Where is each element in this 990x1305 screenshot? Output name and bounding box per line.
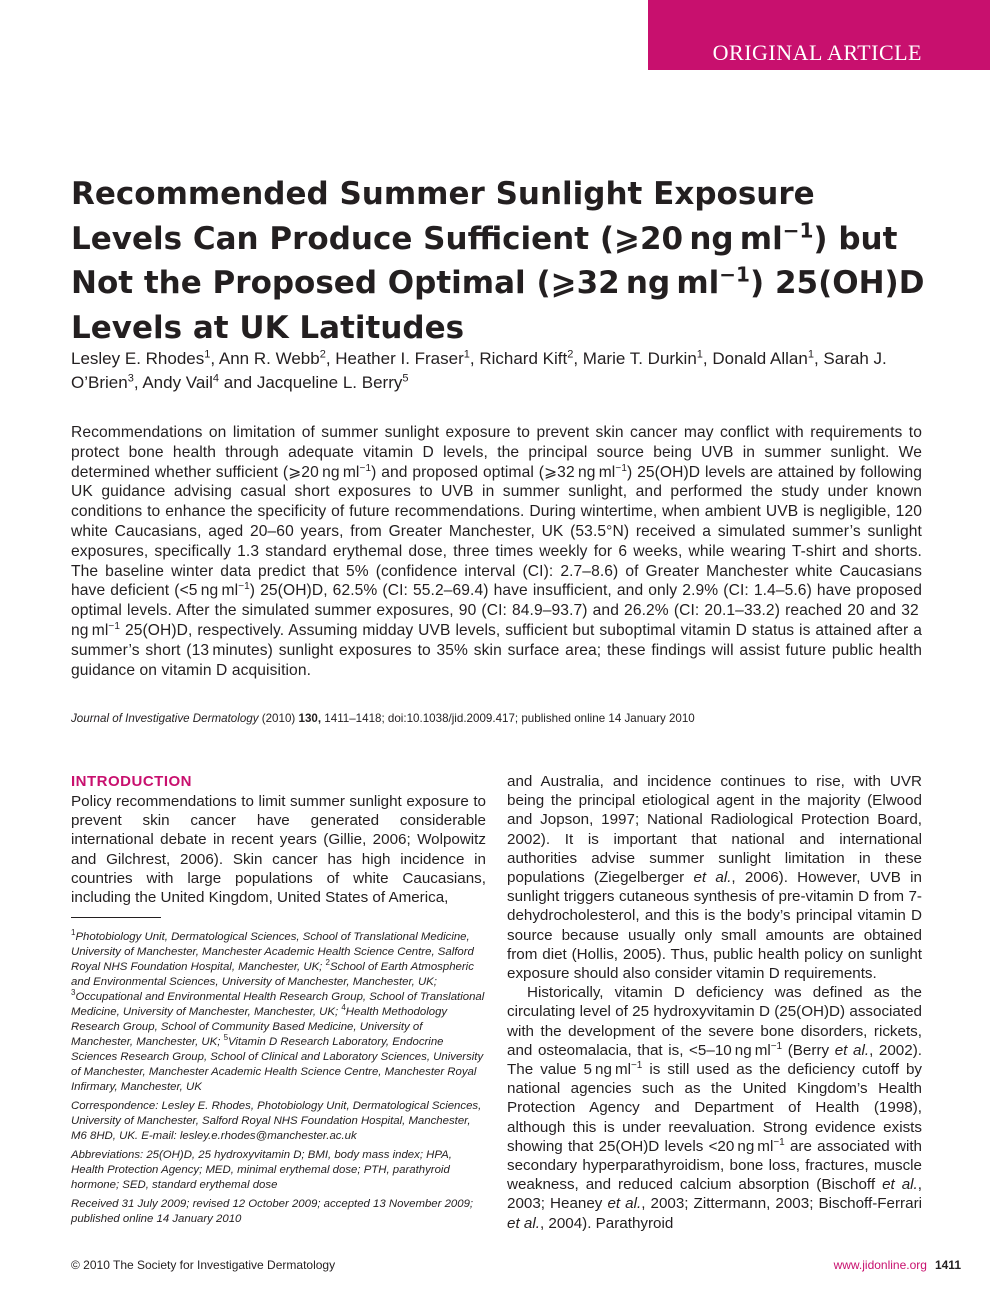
paragraph-text: are associated with secondary hyperparathyroidism, bone loss, fractures, muscle weakness, and reduced calcium absorption (Bischoff bbox=[507, 1137, 922, 1194]
citation-details: 1411–1418; doi:10.1038/jid.2009.417; published online 14 January 2010 bbox=[321, 712, 695, 725]
journal-name: Journal of Investigative Dermatology bbox=[71, 712, 259, 725]
affiliation-text: Occupational and Environmental Health Research Group, School of Translational Medicine, University of Manchester, Manchester, UK; bbox=[71, 991, 485, 1018]
left-column bbox=[71, 772, 486, 907]
author-name: Richard Kift bbox=[479, 349, 568, 368]
superscript: −1 bbox=[630, 1059, 643, 1071]
author-separator: , bbox=[702, 349, 713, 368]
affiliation-marker: 4 bbox=[341, 1003, 346, 1013]
author-name: Jacqueline L. Berry bbox=[256, 373, 403, 392]
citation-volume: 130, bbox=[298, 712, 322, 725]
abstract bbox=[71, 423, 922, 680]
title-part-1: Recommended Summer Sunlight Exposure Levels Can Produce Sufficient (⩾20 ng ml bbox=[71, 176, 815, 257]
paragraph-text: Historically, vitamin D deficiency was defined as the circulating level of 25 hydroxyvitamin D (25(OH)D) associated with the development of the severe bone disorders, rickets, and osteomalacia, that is, <5–10 ng ml bbox=[507, 984, 922, 1059]
author-affiliation: 2 bbox=[319, 348, 326, 361]
introduction-paragraph bbox=[507, 983, 922, 1233]
paragraph-text: and Australia, and incidence continues to rise, with UVR being the principal etiological agent in the majority (Elwood and Jopson, 1997; National Radiological Protection Board, 2002). It is important that national and international authorities advise summer sunlight limitation in these populations (Ziegelberger bbox=[507, 773, 922, 887]
et-al: et al. bbox=[607, 1195, 642, 1213]
right-column bbox=[507, 772, 922, 1233]
footer-right bbox=[834, 1258, 961, 1272]
author-name: Lesley E. Rhodes bbox=[71, 349, 205, 368]
section-heading-introduction: INTRODUCTION bbox=[71, 773, 192, 790]
paragraph-text: , 2003; Heaney bbox=[507, 1176, 922, 1213]
author-name: Ann R. Webb bbox=[218, 349, 320, 368]
article-type-label: ORIGINAL ARTICLE bbox=[712, 40, 922, 65]
abstract-text: ) 25(OH)D levels are attained by following UK guidance advising casual short exposures to UVB in summer sunlight, and performed the study under known conditions to enhance the specificity of future recommendations. During wintertime, when ambient UVB is negligible, 120 white Caucasians, aged 20–60 years, from Greater Manchester, UK (53.5°N) received a simulated summer’s sunlight exposures, specifically 1.3 standard erythemal dose, three times weekly for 6 weeks, while wearing T-shirt and shorts. The baseline winter data predict that 5% (confidence interval (CI): 2.7–8.6) of Greater Manchester white Caucasians have deficient (<5 ng ml bbox=[71, 463, 923, 600]
correspondence-footnote: Correspondence: Lesley E. Rhodes, Photobiology Unit, Dermatological Sciences, University of Manchester, Salford Royal NHS Foundation Hospital, Manchester, M6 8HD, UK. E-mail: lesley.e.rhodes@manchester.ac.uk bbox=[71, 1100, 482, 1142]
superscript: −1 bbox=[770, 1040, 783, 1052]
article-title bbox=[71, 172, 931, 350]
title-superscript-2: −1 bbox=[719, 262, 750, 287]
superscript: −1 bbox=[773, 1136, 785, 1148]
affiliation-marker: 2 bbox=[325, 958, 330, 968]
author-separator: , bbox=[325, 349, 336, 368]
abbreviations-footnote: Abbreviations: 25(OH)D, 25 hydroxyvitamin D; BMI, body mass index; HPA, Health Protection Agency; MED, minimal erythemal dose; PTH, parathyroid hormone; SED, standard erythemal dose bbox=[71, 1149, 452, 1191]
abstract-text: ) and proposed optimal (⩾32 ng ml bbox=[371, 463, 616, 481]
author-affiliation: 1 bbox=[463, 348, 470, 361]
et-al: et al. bbox=[834, 1041, 870, 1059]
abstract-superscript: −1 bbox=[359, 462, 372, 474]
affiliation-marker: 1 bbox=[71, 928, 76, 938]
author-separator: , bbox=[133, 373, 143, 392]
author-affiliation: 3 bbox=[127, 372, 134, 385]
paragraph-text: , 2002). The value 5 ng ml bbox=[507, 1041, 922, 1079]
introduction-paragraph: Policy recommendations to limit summer sunlight exposure to prevent skin cancer have generated considerable international debate in recent years (Gillie, 2006; Wolpowitz and Gilchrest, 2006). Skin cancer has high incidence in countries with large populations of white Caucasians, including the United Kingdom, United States of America, bbox=[71, 793, 486, 907]
affiliations-footnote bbox=[71, 930, 487, 1095]
abstract-superscript: −1 bbox=[238, 581, 250, 593]
abstract-superscript: −1 bbox=[108, 620, 121, 632]
paragraph-text: is still used as the deficiency cutoff by national agencies such as the United Kingdom’s Health Protection Agency and Department of Health (1998), although this is under reevaluation. Strong evidence exists showing that 25(OH)D levels <20 ng ml bbox=[507, 1061, 922, 1155]
page-number: 1411 bbox=[934, 1258, 961, 1272]
author-separator: , bbox=[469, 349, 480, 368]
author-affiliation: 1 bbox=[696, 348, 703, 361]
article-type-banner bbox=[648, 0, 990, 70]
page-footer bbox=[71, 1258, 961, 1278]
citation-year: (2010) bbox=[258, 712, 299, 725]
author-name: Marie T. Durkin bbox=[582, 349, 697, 368]
affiliation-text: Health Methodology Research Group, School of Community Based Medicine, University of Manchester, Manchester, UK; bbox=[71, 1006, 448, 1048]
author-separator: , bbox=[210, 349, 219, 368]
paragraph-text: , 2004). Parathyroid bbox=[539, 1214, 674, 1232]
footnotes bbox=[71, 930, 487, 1231]
author-name: Andy Vail bbox=[142, 373, 213, 392]
affiliation-marker: 5 bbox=[223, 1033, 229, 1043]
abstract-text: 25(OH)D, respectively. Assuming midday UVB levels, sufficient but suboptimal vitamin D status is attained after a summer’s short (13 minutes) sunlight exposures to 35% skin surface area; these findings will assist future public health guidance on vitamin D acquisition. bbox=[71, 621, 922, 679]
affiliation-marker: 3 bbox=[71, 988, 76, 998]
author-affiliation: 1 bbox=[807, 348, 814, 361]
title-superscript-1: −1 bbox=[782, 218, 814, 243]
et-al: et al. bbox=[882, 1176, 918, 1194]
author-name: Donald Allan bbox=[712, 349, 808, 368]
author-separator: , bbox=[573, 349, 583, 368]
footnote-divider bbox=[71, 917, 161, 918]
paragraph-text: , 2006). However, UVB in sunlight triggers cutaneous synthesis of pre-vitamin D from 7-dehydrocholesterol, and this is the body’s principal vitamin D source because usually only small amounts are obtained from diet (Hollis, 2005). Thus, public health policy on sunlight exposure should also consider vitamin D requirements. bbox=[507, 869, 922, 983]
paragraph-text: , 2003; Zittermann, 2003; Bischoff-Ferrari bbox=[641, 1195, 922, 1213]
author-name: Sarah J. O’Brien bbox=[71, 349, 887, 392]
author-separator: and bbox=[219, 373, 257, 392]
et-al: et al. bbox=[507, 1214, 540, 1232]
title-part-3: ) 25(OH)D Levels at UK Latitudes bbox=[71, 265, 925, 346]
author-affiliation: 2 bbox=[567, 348, 574, 361]
author-name: Heather I. Fraser bbox=[335, 349, 464, 368]
received-footnote: Received 31 July 2009; revised 12 October 2009; accepted 13 November 2009; published online 14 January 2010 bbox=[71, 1198, 474, 1225]
author-separator: , bbox=[813, 349, 824, 368]
affiliation-text: Photobiology Unit, Dermatological Sciences, School of Translational Medicine, University of Manchester, Manchester Academic Health Science Centre, Salford Royal NHS Foundation Hospital, Manchester, UK; bbox=[71, 931, 474, 973]
author-affiliation: 1 bbox=[204, 348, 211, 361]
journal-citation bbox=[71, 711, 931, 727]
affiliation-text: School of Earth Atmospheric and Environmental Sciences, University of Manchester, Manchester, UK; bbox=[71, 961, 474, 988]
et-al: et al. bbox=[693, 869, 732, 887]
paragraph-text: (Berry bbox=[782, 1041, 835, 1059]
abstract-superscript: −1 bbox=[615, 462, 627, 474]
author-list bbox=[71, 347, 931, 395]
abstract-text: Recommendations on limitation of summer sunlight exposure to prevent skin cancer may conflict with requirements to protect bone health through adequate vitamin D levels, the principal source being UVB in summer sunlight. We determined whether sufficient (⩾20 ng ml bbox=[71, 424, 922, 481]
copyright-notice: © 2010 The Society for Investigative Dermatology bbox=[71, 1258, 336, 1272]
author-affiliation: 4 bbox=[212, 372, 220, 385]
journal-website-link[interactable]: www.jidonline.org bbox=[833, 1258, 927, 1272]
affiliation-text: Vitamin D Research Laboratory, Endocrine Sciences Research Group, School of Clinical and Laboratory Sciences, University of Manchester, Manchester Academic Health Science Centre, Manchester Royal Infirmary, Manchester, UK bbox=[71, 1036, 484, 1093]
abstract-text: ) 25(OH)D, 62.5% (CI: 55.2–69.4) have insufficient, and only 2.9% (CI: 1.4–5.6) have proposed optimal levels. After the simulated summer exposures, 90 (CI: 84.9–93.7) and 26.2% (CI: 20.1–33.2) reached 20 and 32 ng ml bbox=[71, 582, 922, 639]
author-affiliation: 5 bbox=[402, 372, 409, 385]
title-part-2: ) but Not the Proposed Optimal (⩾32 ng ml bbox=[71, 220, 898, 301]
introduction-paragraph bbox=[507, 772, 922, 983]
